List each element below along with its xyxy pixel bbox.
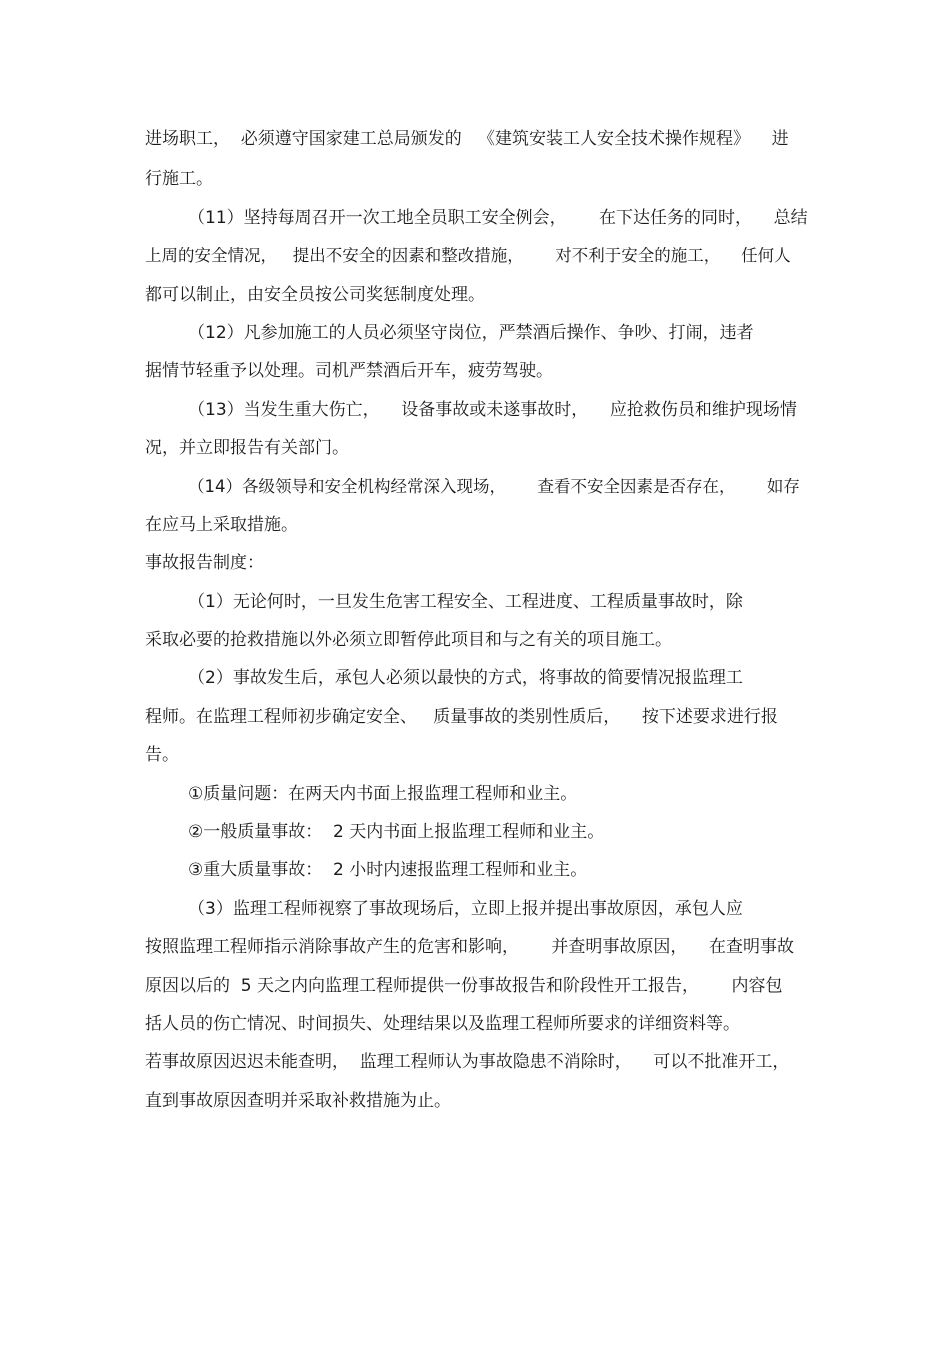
list-item: ①质量问题：在两天内书面上报监理工程师和业主。 — [188, 784, 578, 804]
text-line: 按照监理工程师指示消除事故产生的危害和影响， 并查明事故原因， 在查明事故 — [145, 937, 795, 957]
text-line: 直到事故原因查明并采取补救措施为止。 — [145, 1091, 451, 1111]
text-line: 原因以后的 5 天之内向监理工程师提供一份事故报告和阶段性开工报告， 内容包 — [145, 976, 783, 996]
text-line: 况，并立即报告有关部门。 — [145, 438, 349, 458]
text-line: （3）监理工程师视察了事故现场后，立即上报并提出事故原因，承包人应 — [188, 899, 743, 919]
text-line: （14）各级领导和安全机构经常深入现场， 查看不安全因素是否存在， 如存 — [188, 477, 800, 496]
text-line: 都可以制止，由安全员按公司奖惩制度处理。 — [145, 285, 485, 305]
text-line: 采取必要的抢救措施以外必须立即暂停此项目和与之有关的项目施工。 — [145, 630, 672, 650]
list-item: ②一般质量事故： 2 天内书面上报监理工程师和业主。 — [188, 822, 605, 842]
text-line: 括人员的伤亡情况、时间损失、处理结果以及监理工程师所要求的详细资料等。 — [145, 1014, 740, 1034]
list-item: ③重大质量事故： 2 小时内速报监理工程师和业主。 — [188, 860, 588, 880]
text-line: （1）无论何时，一旦发生危害工程安全、工程进度、工程质量事故时，除 — [188, 592, 743, 612]
text-line: 程师。在监理工程师初步确定安全、 质量事故的类别性质后， 按下述要求进行报 — [145, 707, 778, 727]
text-line: 在应马上采取措施。 — [145, 515, 298, 535]
text-line: 若事故原因迟迟未能查明， 监理工程师认为事故隐患不消除时， 可以不批准开工， — [145, 1052, 790, 1072]
text-line: （12）凡参加施工的人员必须坚守岗位，严禁酒后操作、争吵、打闹，违者 — [188, 323, 754, 343]
text-line: 据情节轻重予以处理。司机严禁酒后开车，疲劳驾驶。 — [145, 361, 553, 381]
text-line: 行施工。 — [145, 169, 213, 189]
text-line: （13）当发生重大伤亡， 设备事故或未遂事故时， 应抢救伤员和维护现场情 — [188, 400, 797, 420]
text-line: 进场职工， 必须遵守国家建工总局颁发的 《建筑安装工人安全技术操作规程》 进 — [145, 129, 789, 149]
text-line: 上周的安全情况， 提出不安全的因素和整改措施， 对不利于安全的施工， 任何人 — [145, 246, 791, 265]
text-line: （2）事故发生后，承包人必须以最快的方式，将事故的简要情况报监理工 — [188, 668, 743, 688]
section-heading: 事故报告制度： — [145, 553, 264, 573]
text-line: （11）坚持每周召开一次工地全员职工安全例会， 在下达任务的同时， 总结 — [188, 208, 808, 228]
text-line: 告。 — [145, 745, 179, 765]
